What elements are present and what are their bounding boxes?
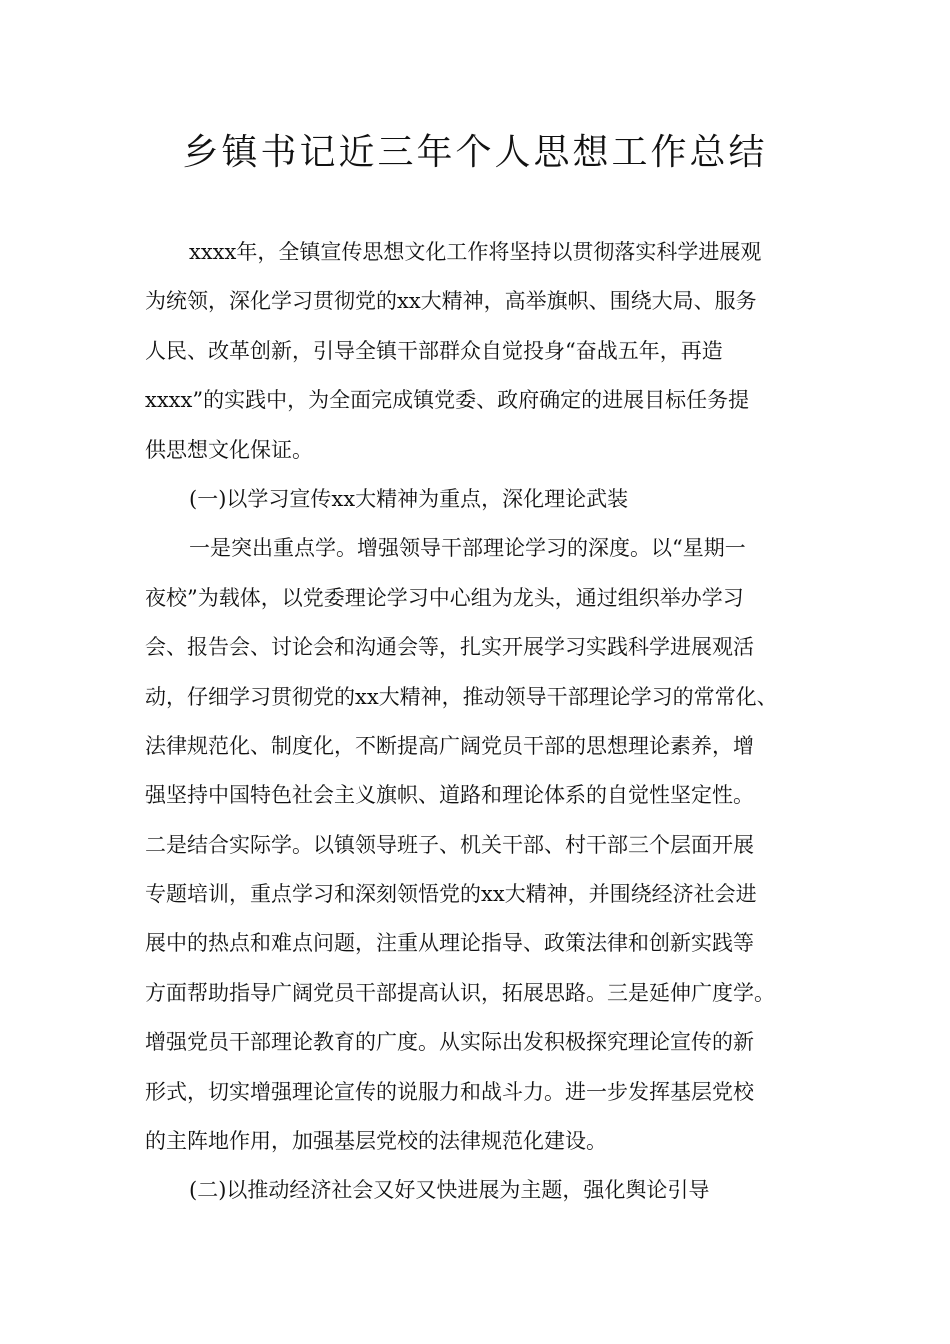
paragraph-line: 展中的热点和难点问题，注重从理论指导、政策法律和创新实践等: [145, 931, 754, 956]
paragraph-line: 会、报告会、讨论会和沟通会等，扎实开展学习实践科学进展观活: [145, 635, 754, 660]
document-body: [145, 228, 810, 1216]
paragraph-line: 的主阵地作用，加强基层党校的法律规范化建设。: [145, 1129, 607, 1154]
paragraph-line: 夜校”为载体，以党委理论学习中心组为龙头，通过组织举办学习: [145, 585, 744, 610]
paragraph-line: 强坚持中国特色社会主义旗帜、道路和理论体系的自觉性坚定性。: [145, 783, 754, 808]
paragraph-line: 动，仔细学习贯彻党的xx大精神，推动领导干部理论学习的常常化、: [145, 684, 778, 709]
paragraph-line: 人民、改革创新，引导全镇干部群众自觉投身“奋战五年，再造: [145, 338, 723, 363]
document-title: 乡镇书记近三年个人思想工作总结: [182, 132, 768, 173]
paragraph-line: 二是结合实际学。以镇领导班子、机关干部、村干部三个层面开展: [145, 832, 754, 857]
paragraph-line: 形式，切实增强理论宣传的说服力和战斗力。进一步发挥基层党校: [145, 1079, 754, 1104]
section-heading: (一)以学习宣传xx大精神为重点，深化理论武装: [189, 486, 629, 511]
paragraph-line: xxxx年，全镇宣传思想文化工作将坚持以贯彻落实科学进展观: [189, 240, 762, 264]
section-heading: (二)以推动经济社会又好又快进展为主题，强化舆论引导: [189, 1178, 710, 1203]
paragraph-line: 为统领，深化学习贯彻党的xx大精神，高举旗帜、围绕大局、服务: [145, 289, 757, 314]
paragraph-line: 增强党员干部理论教育的广度。从实际出发积极探究理论宣传的新: [145, 1030, 754, 1055]
paragraph-line: xxxx”的实践中，为全面完成镇党委、政府确定的进展目标任务提: [145, 388, 750, 413]
paragraph-line: 方面帮助指导广阔党员干部提高认识，拓展思路。三是延伸广度学。: [145, 980, 775, 1005]
paragraph-line: 供思想文化保证。: [145, 437, 313, 462]
paragraph-line: 法律规范化、制度化，不断提高广阔党员干部的思想理论素养，增: [145, 733, 754, 758]
paragraph-line: 一是突出重点学。增强领导干部理论学习的深度。以“星期一: [189, 536, 746, 561]
paragraph-line: 专题培训，重点学习和深刻领悟党的xx大精神，并围绕经济社会进: [145, 882, 757, 907]
